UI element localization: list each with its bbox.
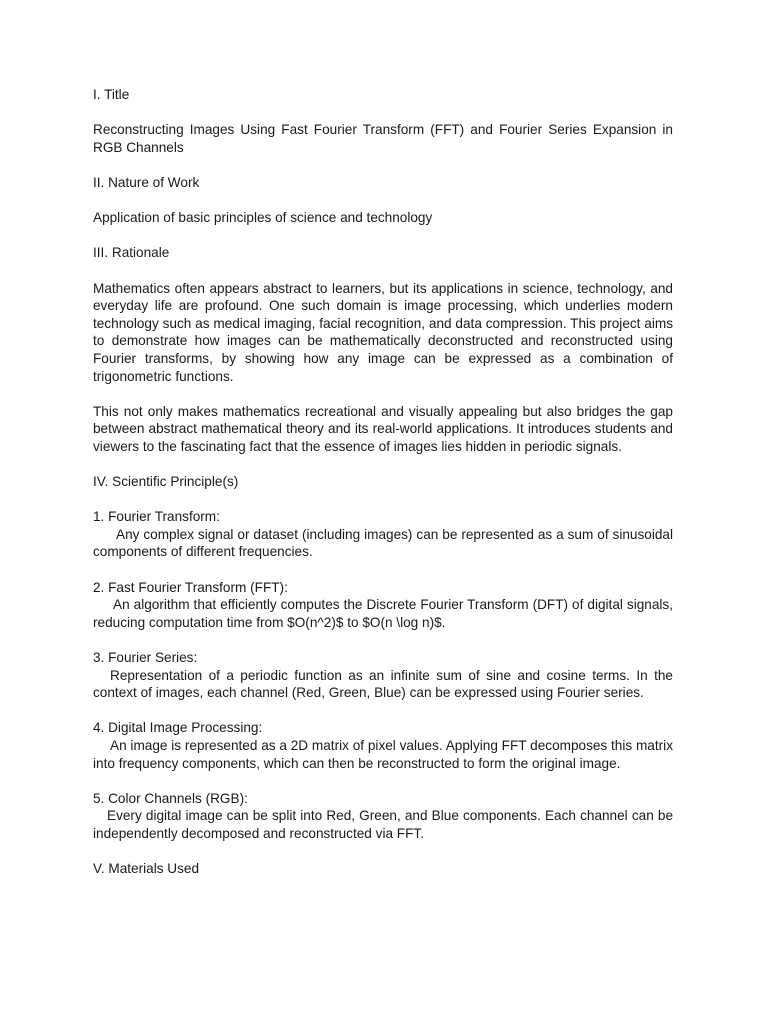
section-heading-title: I. Title: [93, 87, 130, 102]
section-heading-materials: V. Materials Used: [93, 861, 200, 877]
principle-text: [93, 667, 673, 702]
principle-heading: 5. Color Channels (RGB):: [93, 790, 248, 806]
title-text: Reconstructing Images Using Fast Fourier Transform (FFT) and Fourier Series Expansion in RGB Channels: [93, 122, 673, 155]
principle-text-content: Any complex signal or dataset (including images) can be represented as a sum of sinusoidal components of different frequencies.: [93, 526, 673, 560]
principle-heading: 2. Fast Fourier Transform (FFT):: [93, 579, 288, 595]
principle-heading: 3. Fourier Series:: [93, 650, 198, 665]
principle-text-content: Representation of a periodic function as an infinite sum of sine and cosine terms. In the context of images, each channel (Red, Green, Blue) can be expressed using Fourier series.: [93, 667, 673, 701]
section-heading-rationale: III. Rationale: [93, 245, 170, 261]
section-heading-principles: IV. Scientific Principle(s): [93, 474, 239, 490]
rationale-paragraph-2: This not only makes mathematics recreational and visually appealing but also bridges the gap between abstract mathematical theory and its real-world applications. It introduces students and viewers to the fascinating fact that the essence of images lies hidden in periodic signals.: [93, 403, 673, 454]
document-page: [93, 86, 673, 878]
nature-text: Application of basic principles of science and technology: [93, 210, 433, 226]
principle-text: [93, 596, 673, 631]
principle-text-content: An image is represented as a 2D matrix of pixel values. Applying FFT decomposes this matrix into frequency components, which can then be reconstructed to form the original image.: [93, 737, 673, 771]
principle-text: [93, 526, 673, 561]
principle-text: [93, 737, 673, 772]
principle-text-content: An algorithm that efficiently computes the Discrete Fourier Transform (DFT) of digital signals, reducing computation time from $O(n^2)$ to $O(n \log n)$.: [93, 597, 673, 630]
principle-text: [93, 807, 673, 842]
rationale-paragraph-1: Mathematics often appears abstract to learners, but its applications in science, technology, and everyday life are profound. One such domain is image processing, which underlies modern technology such as medical imaging, facial recognition, and data compression. This project aims to demonstrate how images can be mathematically deconstructed and reconstructed using Fourier transforms, by showing how any image can be expressed as a combination of trigonometric functions.: [93, 280, 673, 384]
principle-heading: 1. Fourier Transform:: [93, 509, 220, 525]
principle-heading: 4. Digital Image Processing:: [93, 720, 263, 736]
principle-text-content: Every digital image can be split into Red, Green, and Blue components. Each channel can be independently decomposed and reconstructed via FFT.: [93, 808, 673, 841]
section-heading-nature: II. Nature of Work: [93, 174, 200, 190]
